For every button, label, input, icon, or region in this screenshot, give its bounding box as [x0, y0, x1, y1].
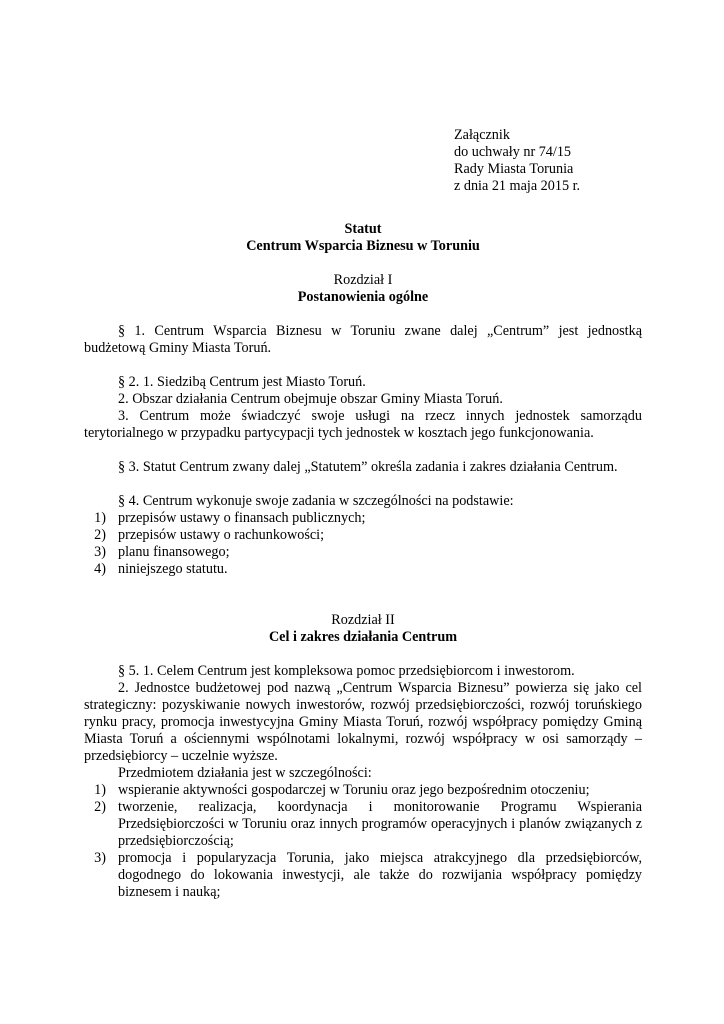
- annex-line: z dnia 21 maja 2015 r.: [454, 178, 581, 194]
- chapter1-label: Rozdział I: [333, 272, 393, 288]
- paragraph-4: § 4. Centrum wykonuje swoje zadania w szczególności na podstawie:: [118, 493, 514, 509]
- paragraph-5-intro: Przedmiotem działania jest w szczególności:: [118, 765, 372, 781]
- document-body: [84, 221, 642, 901]
- paragraph-2-3: 3. Centrum może świadczyć swoje usługi na rzecz innych jednostek samorządu terytorialnego w przypadku partycypacji tych jednostek w kosztach jego funkcjonowania.: [84, 408, 642, 441]
- annex-line: Rady Miasta Torunia: [454, 161, 574, 177]
- list-item: 3) planu finansowego;: [94, 544, 230, 560]
- paragraph-4-list: [84, 510, 642, 578]
- list-item: 3) promocja i popularyzacja Torunia, jako miejsca atrakcyjnego dla przedsiębiorców, dogodnego do lokowania inwestycji, ale także do rozwijania współpracy pomiędzy biznesem i nauką;: [94, 850, 642, 900]
- list-item: 2) przepisów ustawy o rachunkowości;: [94, 527, 325, 543]
- paragraph-1: § 1. Centrum Wsparcia Biznesu w Toruniu zwane dalej „Centrum” jest jednostką budżetową Gminy Miasta Toruń.: [84, 323, 642, 356]
- list-item: 2) tworzenie, realizacja, koordynacja i monitorowanie Programu Wspierania Przedsiębiorczości w Toruniu oraz innych programów operacyjnych i planów związanych z przedsiębiorczością;: [94, 799, 642, 849]
- annex-line: do uchwały nr 74/15: [454, 144, 572, 160]
- chapter2-title: Cel i zakres działania Centrum: [268, 629, 458, 645]
- paragraph-2-1: § 2. 1. Siedzibą Centrum jest Miasto Toruń.: [118, 374, 366, 390]
- list-item: 4) niniejszego statutu.: [94, 561, 228, 577]
- annex-header: [454, 127, 580, 195]
- list-item: 1) przepisów ustawy o finansach publicznych;: [94, 510, 366, 526]
- chapter2-label: Rozdział II: [331, 612, 395, 628]
- list-item: 1) wspieranie aktywności gospodarczej w Toruniu oraz jego bezpośrednim otoczeniu;: [94, 782, 590, 798]
- paragraph-2-2: 2. Obszar działania Centrum obejmuje obszar Gminy Miasta Toruń.: [118, 391, 503, 407]
- chapter1-title: Postanowienia ogólne: [297, 289, 429, 305]
- document-subtitle: Centrum Wsparcia Biznesu w Toruniu: [246, 238, 480, 254]
- document-title: Statut: [344, 221, 382, 237]
- annex-line: Załącznik: [454, 127, 510, 143]
- paragraph-3: § 3. Statut Centrum zwany dalej „Statutem” określa zadania i zakres działania Centrum.: [118, 459, 618, 475]
- paragraph-5-2: 2. Jednostce budżetowej pod nazwą „Centrum Wsparcia Biznesu” powierza się jako cel strategiczny: pozyskiwanie nowych inwestorów, rozwój przedsiębiorczości, rozwój toruńskiego rynku pracy, promocja inwestycyjna Gminy Miasta Toruń, rozwój współpracy pomiędzy Gminą Miasta Toruń a ościennymi wspólnotami lokalnymi, rozwój współpracy w osi samorządy – przedsiębiorcy – uczelnie wyższe.: [84, 680, 642, 764]
- paragraph-5-1: § 5. 1. Celem Centrum jest kompleksowa pomoc przedsiębiorcom i inwestorom.: [118, 663, 575, 679]
- paragraph-5-list: [84, 782, 642, 901]
